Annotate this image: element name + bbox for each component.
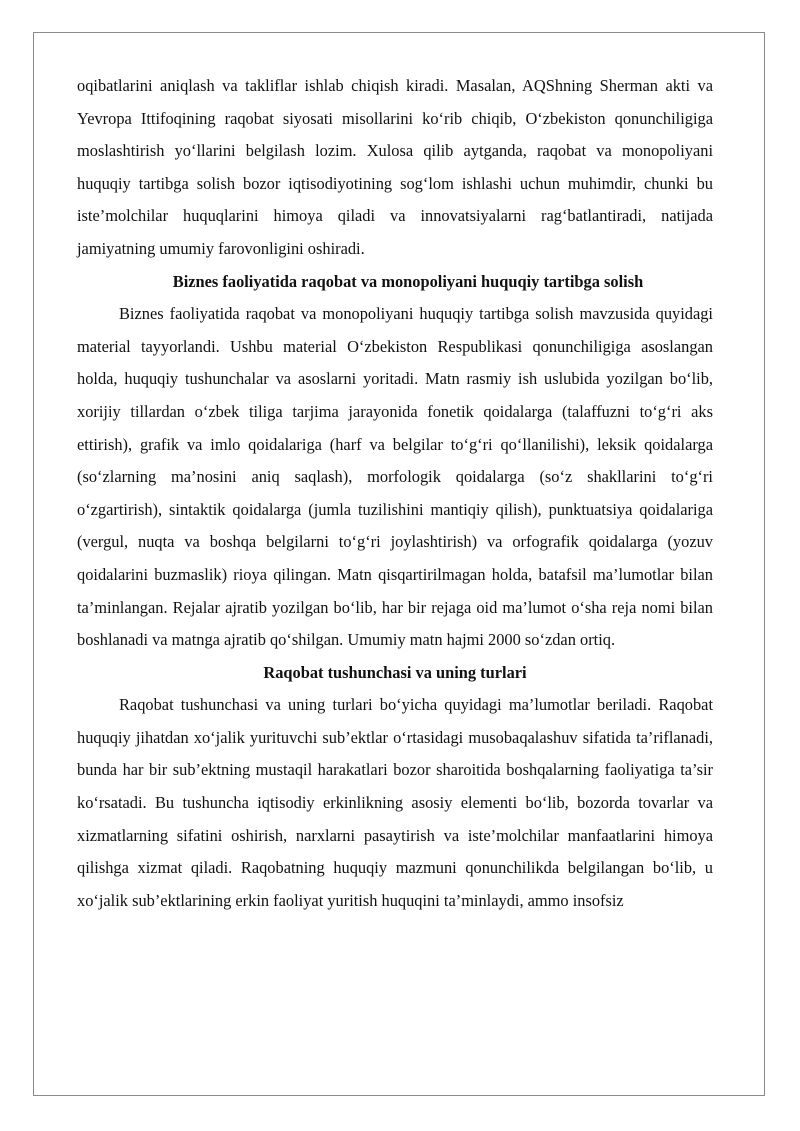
section-heading-competition-regulation: Biznes faoliyatida raqobat va monopoliyani huquqiy tartibga solish [172, 271, 644, 291]
section-heading-competition-concept: Raqobat tushunchasi va uning turlari [263, 662, 527, 682]
intro-paragraph: oqibatlarini aniqlash va takliflar ishlab chiqish kiradi. Masalan, AQShning Sherman akti va Yevropa Ittifoqining raqobat siyosati misollarini ko‘rib chiqib, O‘zbekiston qonunchiligiga moslashtirish yo‘llarini belgilash lozim. Xulosa qilib aytganda, raqobat va monopoliyani huquqiy tartibga solish bozor iqtisodiyotining sog‘lom ishlashi uchun muhimdir, chunki bu iste’molchilar huquqlarini himoya qiladi va innovatsiyalarni rag‘batlantiradi, natijada jamiyatning umumiy farovonligini oshiradi. [77, 76, 713, 258]
section-paragraph-competition-concept: Raqobat tushunchasi va uning turlari bo‘yicha quyidagi ma’lumotlar beriladi. Raqobat huquqiy jihatdan xo‘jalik yurituvchi sub’ektlar o‘rtasidagi musobaqalashuv sifatida ta’riflanadi, bunda har bir sub’ektning mustaqil harakatlari bozor sharoitida boshqalarning faoliyatiga ta’sir ko‘rsatadi. Bu tushuncha iqtisodiy erkinlikning asosiy elementi bo‘lib, bozorda tovarlar va xizmatlarning sifatini oshirish, narxlarni pasaytirish va iste’molchilar manfaatlarini himoya qilishga xizmat qiladi. Raqobatning huquqiy mazmuni qonunchilikda belgilangan bo‘lib, u xo‘jalik sub’ektlarining erkin faoliyat yuritish huquqini ta’minlaydi, ammo insofsiz [77, 695, 713, 910]
document-body [77, 70, 713, 917]
section-paragraph-competition-regulation: Biznes faoliyatida raqobat va monopoliyani huquqiy tartibga solish mavzusida quyidagi material tayyorlandi. Ushbu material O‘zbekiston Respublikasi qonunchiligiga asoslangan holda, huquqiy tushunchalar va asoslarni yoritadi. Matn rasmiy ish uslubida yozilgan bo‘lib, xorijiy tillardan o‘zbek tiliga tarjima jarayonida fonetik qoidalarga (talaffuzni to‘g‘ri aks ettirish), grafik va imlo qoidalariga (harf va belgilar to‘g‘ri qo‘llanilishi), leksik qoidalarga (so‘zlarning ma’nosini aniq saqlash), morfologik qoidalarga (so‘z shakllarini to‘g‘ri o‘zgartirish), sintaktik qoidalarga (jumla tuzilishini mantiqiy qilish), punktuatsiya qoidalariga (vergul, nuqta va boshqa belgilarni to‘g‘ri joylashtirish) va orfografik qoidalarga (yozuv qoidalarini buzmaslik) rioya qilingan. Matn qisqartirilmagan holda, batafsil ma’lumotlar bilan ta’minlangan. Rejalar ajratib yozilgan bo‘lib, har bir rejaga oid ma’lumot o‘sha reja nomi bilan boshlanadi va matnga ajratib qo‘shilgan. Umumiy matn hajmi 2000 so‘zdan ortiq. [77, 304, 713, 650]
